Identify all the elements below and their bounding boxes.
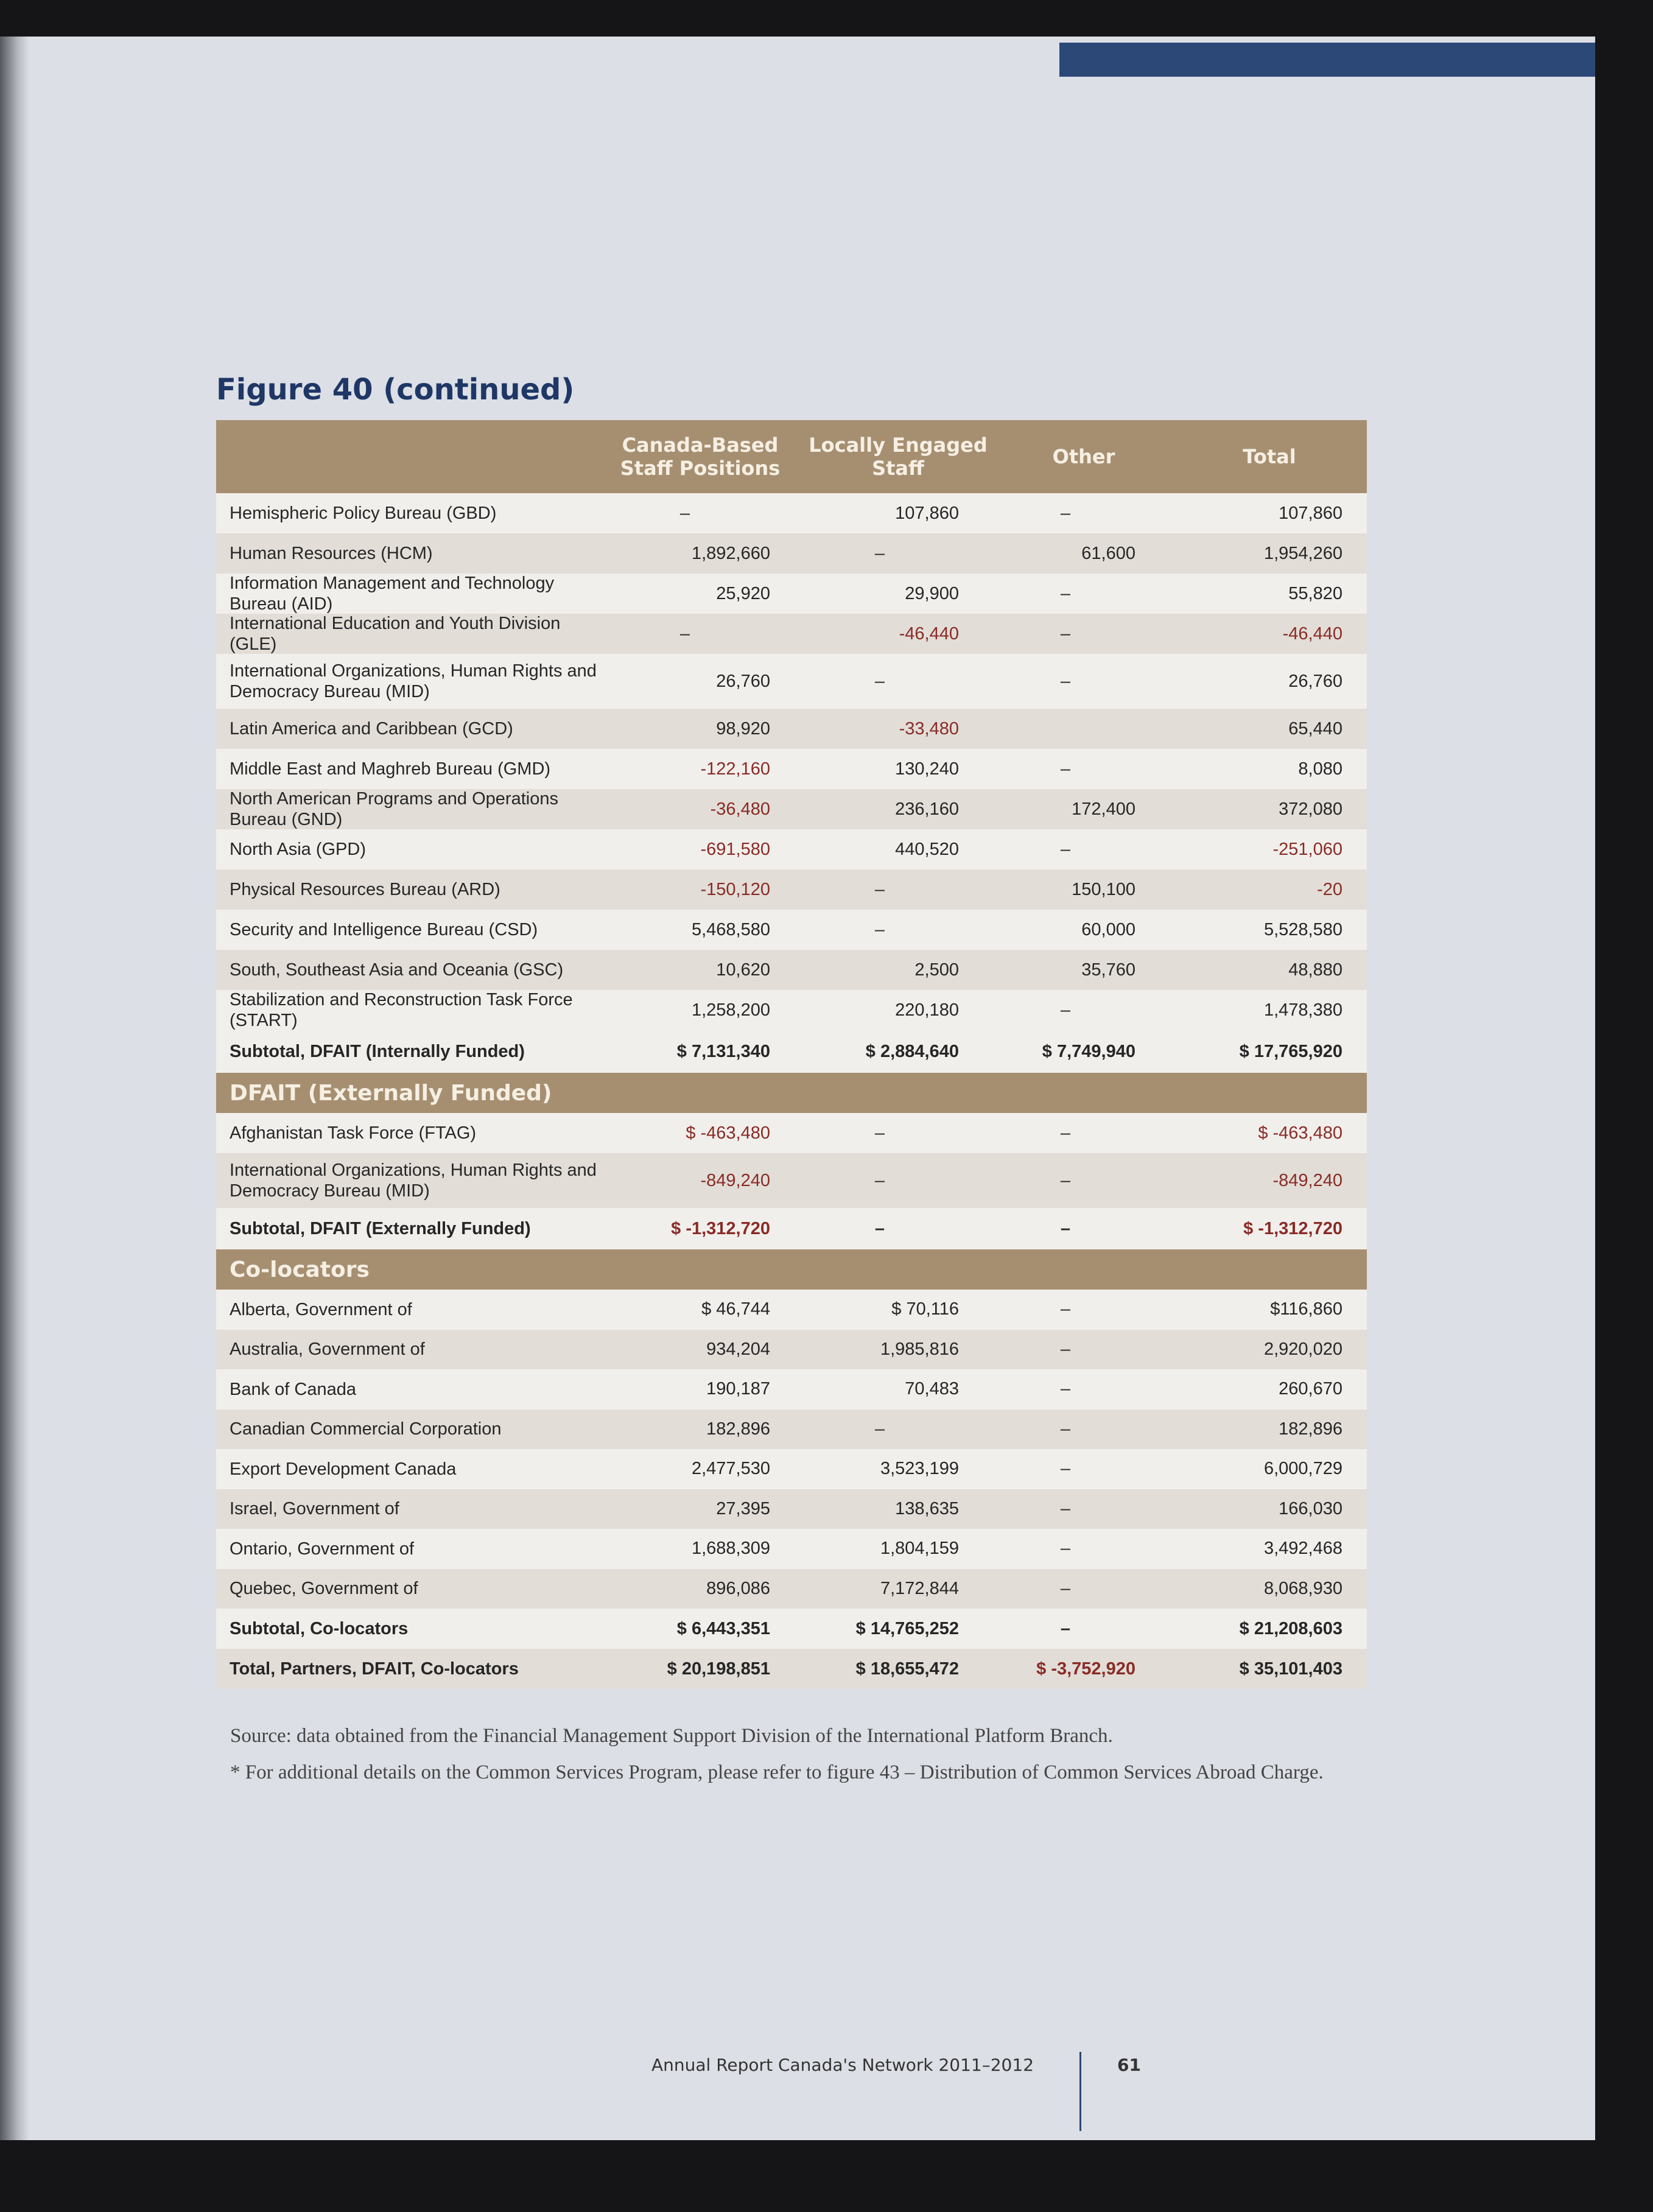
source-note: Source: data obtained from the Financial Management Support Division of the International Platform Branch.	[230, 1725, 1113, 1747]
cell-tot: $ 17,765,920	[1239, 1041, 1342, 1061]
cell-tot: 260,670	[1279, 1379, 1342, 1399]
table-row	[216, 1369, 1367, 1410]
cell-tot: 166,030	[1279, 1498, 1342, 1519]
cell-ot: 61,600	[1081, 543, 1135, 563]
col-other: Other	[1052, 445, 1115, 468]
figure-table	[216, 420, 1367, 1689]
cell-tot: $ -463,480	[1258, 1123, 1342, 1143]
cell-tot: 372,080	[1279, 799, 1342, 819]
cell-le: $ 70,116	[891, 1299, 959, 1319]
cell-tot: 1,954,260	[1263, 543, 1342, 563]
table-row	[216, 574, 1367, 614]
cell-ot: 60,000	[1081, 919, 1135, 939]
row-label: Quebec, Government of	[230, 1579, 418, 1599]
cell-ot: –	[1060, 1218, 1071, 1238]
row-label: Physical Resources Bureau (ARD)	[230, 880, 500, 899]
table-row	[216, 533, 1367, 574]
table-header-row	[216, 420, 1367, 493]
internal-rows	[216, 493, 1367, 1030]
row-label: Total, Partners, DFAIT, Co-locators	[230, 1659, 519, 1679]
cell-cb: 27,395	[716, 1498, 770, 1519]
cell-le: 440,520	[895, 839, 959, 859]
cell-cb: 26,760	[716, 671, 770, 691]
row-label: Middle East and Maghreb Bureau (GMD)	[230, 759, 551, 779]
cell-cb: -849,240	[700, 1170, 770, 1190]
cell-le: 29,900	[905, 583, 959, 603]
footer-report-title: Annual Report Canada's Network 2011–2012	[651, 2055, 1034, 2075]
col-locally-engaged: Locally Engaged Staff	[809, 434, 988, 480]
cell-tot: 1,478,380	[1263, 1000, 1342, 1020]
cell-ot: –	[1060, 839, 1071, 859]
cell-cb: 182,896	[706, 1419, 770, 1439]
table-row	[216, 1330, 1367, 1370]
cell-le: 130,240	[895, 759, 959, 779]
cell-tot: -849,240	[1272, 1170, 1342, 1190]
table-row	[216, 829, 1367, 869]
cell-cb: 1,892,660	[691, 543, 770, 563]
grand-total	[216, 1649, 1367, 1689]
cell-ot: 150,100	[1072, 879, 1135, 899]
cell-ot: $ -3,752,920	[1036, 1659, 1135, 1679]
cell-ot: –	[1060, 1459, 1071, 1479]
table-row	[216, 749, 1367, 789]
cell-tot: -251,060	[1272, 839, 1342, 859]
cell-ot: 172,400	[1072, 799, 1135, 819]
page-accent-bar	[1059, 43, 1595, 77]
cell-le: -46,440	[899, 623, 959, 644]
cell-ot: –	[1060, 1000, 1071, 1020]
cell-ot: –	[1060, 1419, 1071, 1439]
cell-le: 7,172,844	[880, 1578, 959, 1598]
row-label: North American Programs and Operations Bureau (GND)	[230, 789, 558, 829]
cell-le: $ 18,655,472	[855, 1659, 959, 1679]
cell-le: 1,985,816	[880, 1339, 959, 1359]
cell-cb: 2,477,530	[691, 1459, 770, 1479]
cell-cb: 5,468,580	[691, 919, 770, 939]
cell-cb: 1,688,309	[691, 1539, 770, 1559]
cell-tot: $116,860	[1270, 1299, 1342, 1319]
table-row	[216, 1569, 1367, 1609]
subtotal-row	[216, 1609, 1367, 1649]
row-label: Australia, Government of	[230, 1339, 425, 1360]
cell-cb: 10,620	[716, 960, 770, 980]
cell-ot: –	[1060, 1539, 1071, 1559]
table-row	[216, 910, 1367, 950]
cell-ot: –	[1060, 1123, 1071, 1143]
cell-ot: $ 7,749,940	[1042, 1041, 1135, 1061]
cell-tot: 8,068,930	[1263, 1578, 1342, 1598]
cell-tot: 65,440	[1288, 718, 1342, 739]
section-externally-funded: DFAIT (Externally Funded)	[216, 1073, 1367, 1113]
table-row	[216, 1113, 1367, 1153]
cell-le: –	[874, 1123, 885, 1143]
cell-cb: $ 7,131,340	[676, 1041, 770, 1061]
row-label: Afghanistan Task Force (FTAG)	[230, 1123, 477, 1143]
cell-le: 70,483	[905, 1379, 959, 1399]
cell-le: 220,180	[895, 1000, 959, 1020]
cell-cb: 190,187	[706, 1379, 770, 1399]
cell-le: –	[874, 919, 885, 939]
row-label: Alberta, Government of	[230, 1299, 412, 1319]
table-row	[216, 1489, 1367, 1529]
cell-tot: $ -1,312,720	[1243, 1218, 1342, 1238]
cell-tot: 5,528,580	[1263, 919, 1342, 939]
row-label: Canadian Commercial Corporation	[230, 1419, 502, 1439]
colocator-rows	[216, 1290, 1367, 1609]
row-label: Bank of Canada	[230, 1379, 356, 1399]
row-label: International Organizations, Human Rights and Democracy Bureau (MID)	[230, 661, 597, 701]
cell-ot: –	[1060, 1618, 1071, 1638]
cell-tot: $ 35,101,403	[1239, 1659, 1342, 1679]
table-row	[216, 789, 1367, 829]
cell-ot: –	[1060, 671, 1071, 691]
cell-cb: 1,258,200	[691, 1000, 770, 1020]
row-label: North Asia (GPD)	[230, 840, 366, 859]
cell-cb: $ -1,312,720	[671, 1218, 770, 1238]
row-label: Security and Intelligence Bureau (CSD)	[230, 920, 538, 939]
cell-ot: 35,760	[1081, 960, 1135, 980]
row-label: Human Resources (HCM)	[230, 544, 433, 563]
table-row	[216, 1290, 1367, 1330]
table-row	[216, 1410, 1367, 1450]
cell-tot: 55,820	[1288, 583, 1342, 603]
cell-cb: -36,480	[710, 799, 770, 819]
table-row	[216, 1529, 1367, 1569]
figure-notes	[230, 1722, 1375, 1795]
cell-tot: 26,760	[1288, 671, 1342, 691]
figure-title: Figure 40 (continued)	[216, 373, 575, 407]
cell-tot: $ 21,208,603	[1239, 1618, 1342, 1638]
cell-tot: 182,896	[1279, 1419, 1342, 1439]
row-label: Subtotal, DFAIT (Internally Funded)	[230, 1042, 525, 1061]
row-label: Hemispheric Policy Bureau (GBD)	[230, 504, 497, 523]
cell-cb: –	[679, 503, 690, 523]
section-colocators: Co-locators	[216, 1249, 1367, 1290]
book-spine-shadow	[0, 37, 29, 2140]
subtotal-row	[216, 1030, 1367, 1073]
table-row	[216, 950, 1367, 990]
cell-ot: –	[1060, 623, 1071, 644]
row-label: Israel, Government of	[230, 1499, 399, 1519]
cell-tot: 48,880	[1288, 960, 1342, 980]
table-row	[216, 1153, 1367, 1208]
cell-ot: –	[1060, 1339, 1071, 1359]
cell-tot: -20	[1317, 879, 1342, 899]
cell-cb: -691,580	[700, 839, 770, 859]
subtotal-external	[216, 1208, 1367, 1249]
table-row	[216, 1449, 1367, 1489]
row-label: South, Southeast Asia and Oceania (GSC)	[230, 960, 564, 980]
cell-ot: –	[1060, 583, 1071, 603]
table-row	[216, 990, 1367, 1030]
table-row	[216, 869, 1367, 910]
cell-tot: 6,000,729	[1263, 1459, 1342, 1479]
cell-cb: 934,204	[706, 1339, 770, 1359]
cell-ot: –	[1060, 1578, 1071, 1598]
cell-cb: $ -463,480	[686, 1123, 770, 1143]
subtotal-colocators	[216, 1609, 1367, 1649]
cell-ot: –	[1060, 1170, 1071, 1190]
cell-le: –	[874, 1218, 885, 1238]
cell-ot: –	[1060, 503, 1071, 523]
cell-cb: $ 6,443,351	[676, 1618, 770, 1638]
cell-le: 2,500	[914, 960, 959, 980]
cell-cb: 98,920	[716, 718, 770, 739]
cell-tot: 107,860	[1279, 503, 1342, 523]
subtotal-row	[216, 1649, 1367, 1689]
cell-le: –	[874, 1170, 885, 1190]
cell-le: –	[874, 879, 885, 899]
row-label: Information Management and Technology Bureau (AID)	[230, 574, 555, 614]
cell-le: –	[874, 1419, 885, 1439]
cell-cb: 25,920	[716, 583, 770, 603]
cell-le: 236,160	[895, 799, 959, 819]
row-label: International Education and Youth Division (GLE)	[230, 614, 561, 654]
table-row	[216, 654, 1367, 709]
cell-ot: –	[1060, 1498, 1071, 1519]
cell-tot: -46,440	[1282, 623, 1342, 644]
cell-ot: –	[1060, 1299, 1071, 1319]
cell-cb: –	[679, 623, 690, 644]
table-row	[216, 709, 1367, 749]
subtotal-row	[216, 1208, 1367, 1249]
cell-tot: 8,080	[1298, 759, 1342, 779]
row-label: Subtotal, DFAIT (Externally Funded)	[230, 1219, 531, 1238]
row-label: Latin America and Caribbean (GCD)	[230, 719, 513, 739]
row-label: Ontario, Government of	[230, 1539, 415, 1559]
cell-le: 1,804,159	[880, 1539, 959, 1559]
cell-cb: 896,086	[706, 1578, 770, 1598]
row-label: Stabilization and Reconstruction Task Force (START)	[230, 990, 573, 1030]
cell-le: $ 2,884,640	[865, 1041, 959, 1061]
cell-ot: –	[1060, 759, 1071, 779]
cell-le: -33,480	[899, 718, 959, 739]
cell-cb: $ 20,198,851	[667, 1659, 770, 1679]
col-canada-based: Canada-Based Staff Positions	[620, 434, 781, 480]
cell-cb: $ 46,744	[701, 1299, 770, 1319]
table-row	[216, 493, 1367, 533]
col-total: Total	[1243, 445, 1296, 468]
cell-cb: -122,160	[700, 759, 770, 779]
table-row	[216, 614, 1367, 654]
external-rows	[216, 1113, 1367, 1208]
page-number: 61	[1117, 2055, 1141, 2075]
cell-tot: 2,920,020	[1263, 1339, 1342, 1359]
subtotal-internal	[216, 1030, 1367, 1073]
row-label: Subtotal, Co-locators	[230, 1619, 409, 1638]
cell-cb: -150,120	[700, 879, 770, 899]
cell-tot: 3,492,468	[1263, 1539, 1342, 1559]
cell-le: –	[874, 543, 885, 563]
row-label: International Organizations, Human Rights and Democracy Bureau (MID)	[230, 1160, 597, 1201]
cell-le: –	[874, 671, 885, 691]
cell-le: 3,523,199	[880, 1459, 959, 1479]
cell-ot: –	[1060, 1379, 1071, 1399]
cell-le: 138,635	[895, 1498, 959, 1519]
cell-le: $ 14,765,252	[855, 1618, 959, 1638]
footnote: * For additional details on the Common Services Program, please refer to figure 43 – Distribution of Common Services Abroad Charge.	[230, 1761, 1324, 1783]
footer-divider	[1079, 2052, 1081, 2131]
cell-le: 107,860	[895, 503, 959, 523]
row-label: Export Development Canada	[230, 1459, 457, 1479]
